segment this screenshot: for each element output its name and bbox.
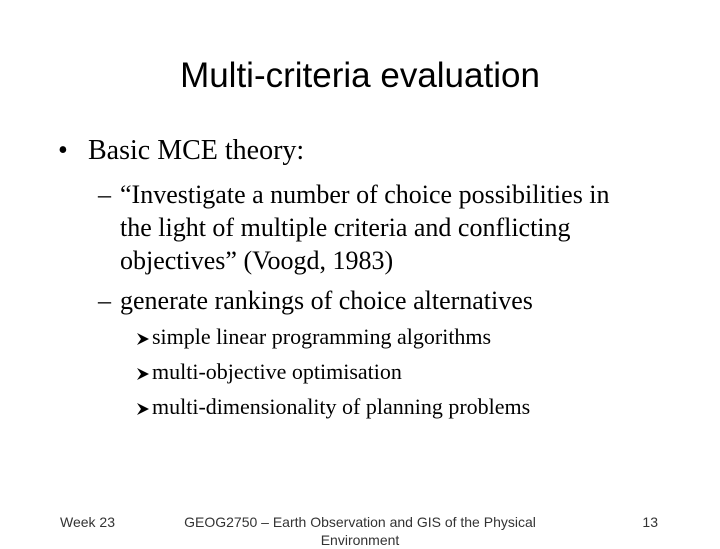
dash-marker: – xyxy=(98,286,111,315)
footer-week: Week 23 xyxy=(60,514,115,530)
quote-text-line-3: objectives” (Voogd, 1983) xyxy=(120,246,394,275)
arrow-item-text: multi-objective optimisation xyxy=(152,359,402,384)
bullet-marker: • xyxy=(58,135,68,166)
sub-bullet-quote-line-1 xyxy=(98,178,610,212)
arrow-item-multi-objective xyxy=(136,358,402,386)
slide-title: Multi-criteria evaluation xyxy=(180,56,540,95)
dash-marker: – xyxy=(98,180,111,209)
arrow-bullet-icon xyxy=(136,332,152,346)
arrow-item-text: simple linear programming algorithms xyxy=(152,324,492,349)
quote-text-line-1: “Investigate a number of choice possibilities in xyxy=(120,180,610,209)
arrow-item-multi-dimensionality xyxy=(136,393,530,421)
footer-course-title: GEOG2750 – Earth Observation and GIS of the Physical Environment xyxy=(184,514,536,548)
bullet-text: Basic MCE theory: xyxy=(88,135,305,166)
rankings-text: generate rankings of choice alternatives xyxy=(120,286,533,315)
footer-page-number: 13 xyxy=(642,514,658,530)
arrow-item-linear-programming xyxy=(136,323,491,351)
arrow-bullet-icon xyxy=(136,367,152,381)
arrow-bullet-icon xyxy=(136,402,152,416)
arrow-item-text: multi-dimensionality of planning problems xyxy=(152,394,531,419)
bullet-basic-mce-theory xyxy=(58,133,304,169)
quote-text-line-2: the light of multiple criteria and conflicting xyxy=(120,213,571,242)
sub-bullet-rankings xyxy=(98,284,533,318)
